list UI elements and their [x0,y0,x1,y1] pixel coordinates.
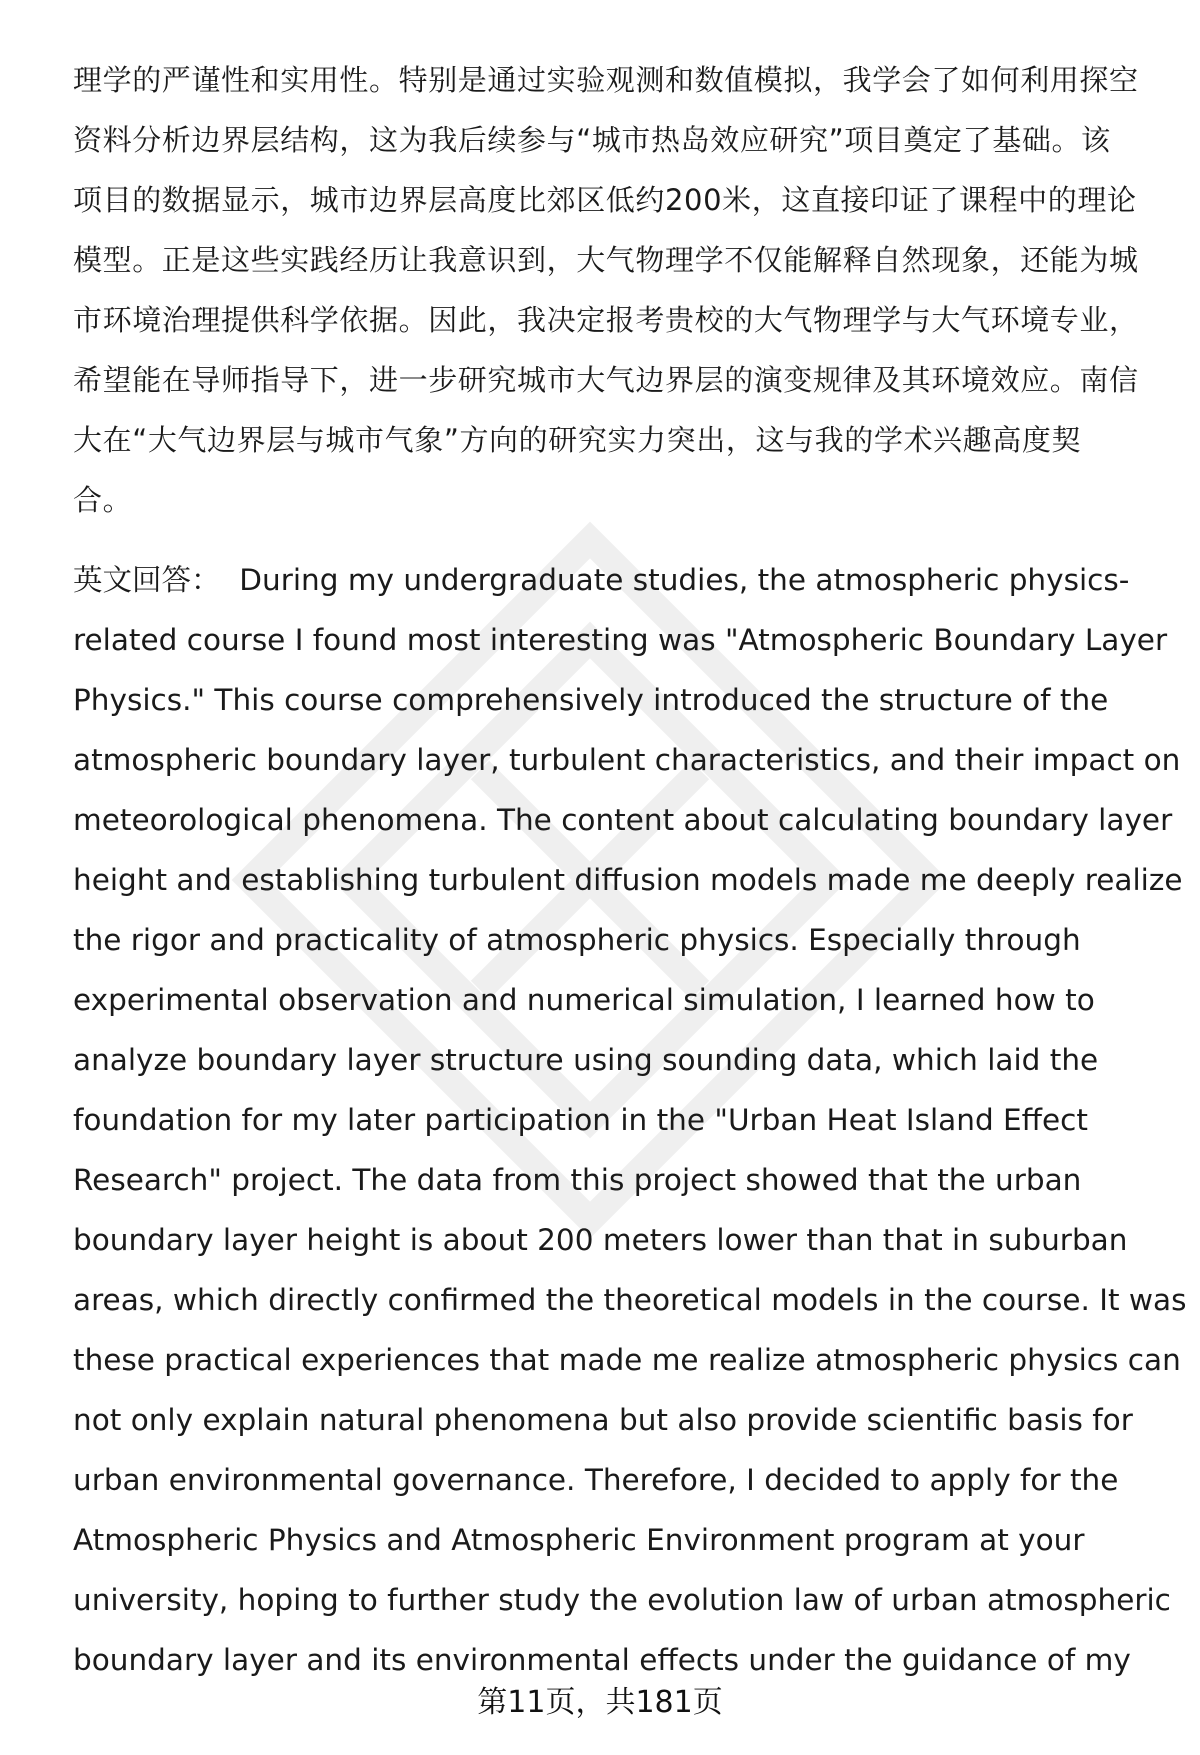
text-line: 市环境治理提供科学依据。因此，我决定报考贵校的大气物理学与大气环境专业， [73,303,1139,337]
text-line: these practical experiences that made me realize atmospheric physics can [73,1343,1181,1377]
chinese-answer-paragraph [73,50,1143,530]
english-answer-label: 英文回答： [73,563,221,597]
document-page [73,50,1187,1690]
text-line: 合。 [73,483,133,517]
text-line: atmospheric boundary layer, turbulent characteristics, and their impact on [73,743,1181,777]
english-answer-paragraph [73,550,1187,1690]
text-line: Physics." This course comprehensively introduced the structure of the [73,683,1109,717]
text-line: 大在“大气边界层与城市气象”方向的研究实力突出，这与我的学术兴趣高度契 [73,423,1082,457]
text-line: Atmospheric Physics and Atmospheric Environment program at your [73,1523,1085,1557]
text-line [73,550,1143,610]
text-line: foundation for my later participation in the "Urban Heat Island Effect [73,1103,1088,1137]
text-line: boundary layer and its environmental effects under the guidance of my [73,1643,1131,1677]
text-line: Research" project. The data from this project showed that the urban [73,1163,1082,1197]
text-line: not only explain natural phenomena but also provide scientific basis for [73,1403,1133,1437]
text-line: experimental observation and numerical simulation, I learned how to [73,983,1095,1017]
text-line: boundary layer height is about 200 meters lower than that in suburban [73,1223,1128,1257]
text-line: 项目的数据显示，城市边界层高度比郊区低约200米，这直接印证了课程中的理论 [73,183,1137,217]
text-line: related course I found most interesting was "Atmospheric Boundary Layer [73,623,1168,657]
text-line: 希望能在导师指导下，进一步研究城市大气边界层的演变规律及其环境效应。南信 [73,363,1139,397]
text-line: university, hoping to further study the evolution law of urban atmospheric [73,1583,1171,1617]
text-line: urban environmental governance. Therefore, I decided to apply for the [73,1463,1119,1497]
text-line: height and establishing turbulent diffusion models made me deeply realize [73,863,1183,897]
text-line-content: During my undergraduate studies, the atmospheric physics- [239,563,1130,597]
text-line: 理学的严谨性和实用性。特别是通过实验观测和数值模拟，我学会了如何利用探空 [73,63,1139,97]
page-number-footer: 第11页，共181页 [477,1685,723,1720]
text-line: areas, which directly confirmed the theoretical models in the course. It was [73,1283,1187,1317]
text-line: analyze boundary layer structure using sounding data, which laid the [73,1043,1099,1077]
text-line: 模型。正是这些实践经历让我意识到，大气物理学不仅能解释自然现象，还能为城 [73,243,1139,277]
text-line: the rigor and practicality of atmospheric physics. Especially through [73,923,1081,957]
text-line: meteorological phenomena. The content about calculating boundary layer [73,803,1173,837]
text-line: 资料分析边界层结构，这为我后续参与“城市热岛效应研究”项目奠定了基础。该 [73,123,1111,157]
